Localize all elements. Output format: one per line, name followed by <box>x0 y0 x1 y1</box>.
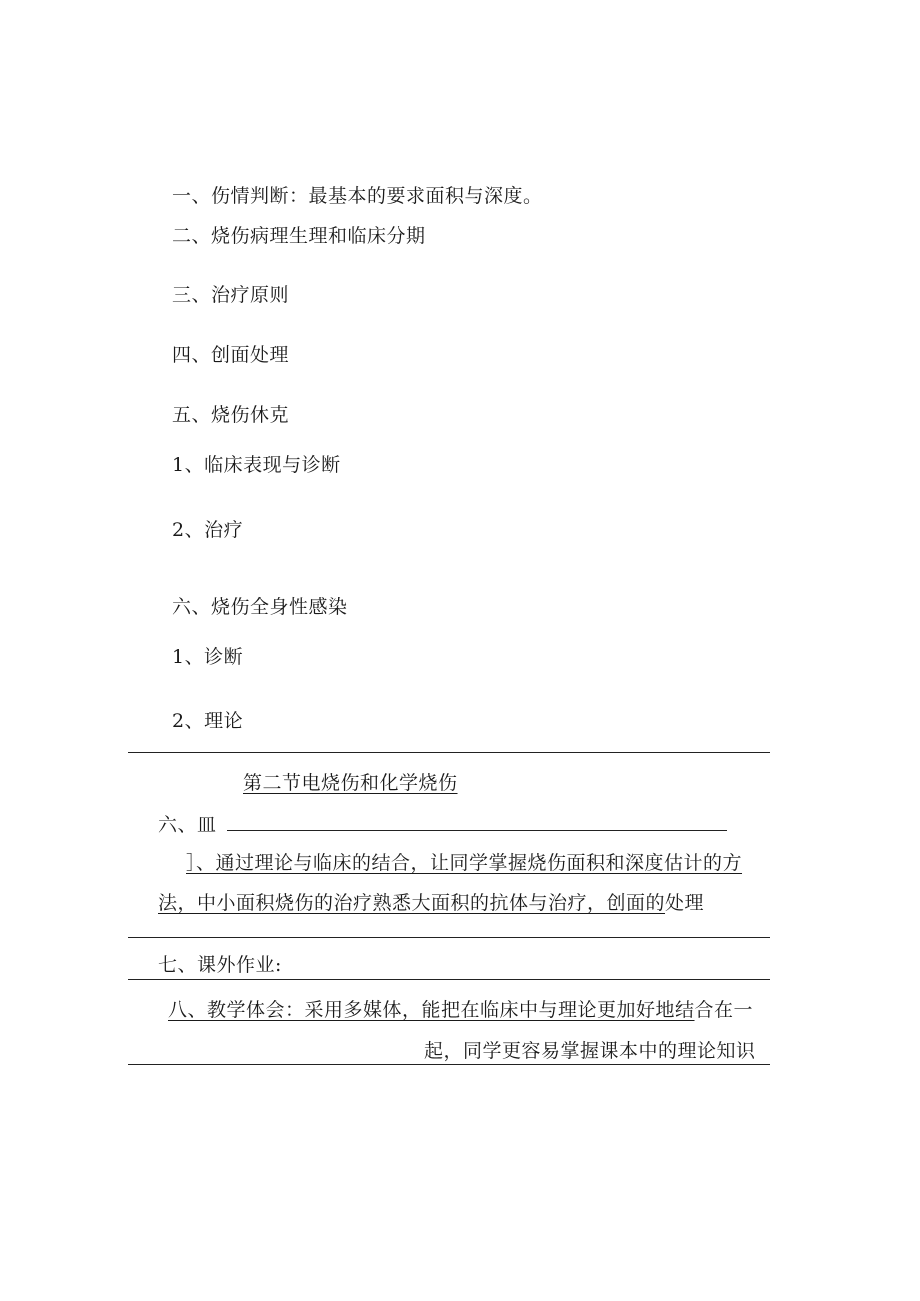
reflection-line-2: 起，同学更容易掌握课本中的理论知识 <box>424 1040 756 1062</box>
item-six-label: 六、皿 <box>158 814 217 836</box>
objective-line-1: ］、通过理论与临床的结合，让同学掌握烧伤面积和深度估计的方 <box>186 852 743 874</box>
outline-item-4: 四、创面处理 <box>172 344 290 366</box>
divider-1 <box>128 752 770 753</box>
outline-subitem-6-2: 2、理论 <box>172 710 244 732</box>
section-title: 第二节电烧伤和化学烧伤 <box>243 772 458 794</box>
reflection-line-1-underlined: 八、教学体会：采用多媒体，能把在临床中与理论更加好地结 <box>168 999 695 1021</box>
divider-4 <box>128 1064 770 1065</box>
fill-in-blank <box>227 812 727 831</box>
outline-subitem-5-2: 2、治疗 <box>172 519 244 541</box>
reflection-line-1-tail: 合在一 <box>694 999 754 1021</box>
outline-item-3: 三、治疗原则 <box>172 284 290 306</box>
outline-item-2: 二、烧伤病理生理和临床分期 <box>172 225 426 247</box>
item-six-row <box>158 812 727 837</box>
outline-item-5: 五、烧伤休克 <box>172 404 290 426</box>
divider-2 <box>128 937 770 938</box>
homework-heading: 七、课外作业: <box>158 954 282 976</box>
reflection-line-1 <box>168 998 753 1022</box>
objective-line-2-tail: 处理 <box>665 892 705 914</box>
outline-subitem-6-1: 1、诊断 <box>172 646 244 668</box>
objective-line-2-underlined: 法，中小面积烧伤的治疗熟悉大面积的抗体与治疗，创面的 <box>158 892 666 914</box>
outline-subitem-5-1: 1、临床表现与诊断 <box>172 454 341 476</box>
outline-item-6: 六、烧伤全身性感染 <box>172 596 348 618</box>
outline-item-1: 一、伤情判断：最基本的要求面积与深度。 <box>172 185 543 207</box>
objective-line-2 <box>158 891 704 915</box>
divider-3 <box>128 979 770 980</box>
